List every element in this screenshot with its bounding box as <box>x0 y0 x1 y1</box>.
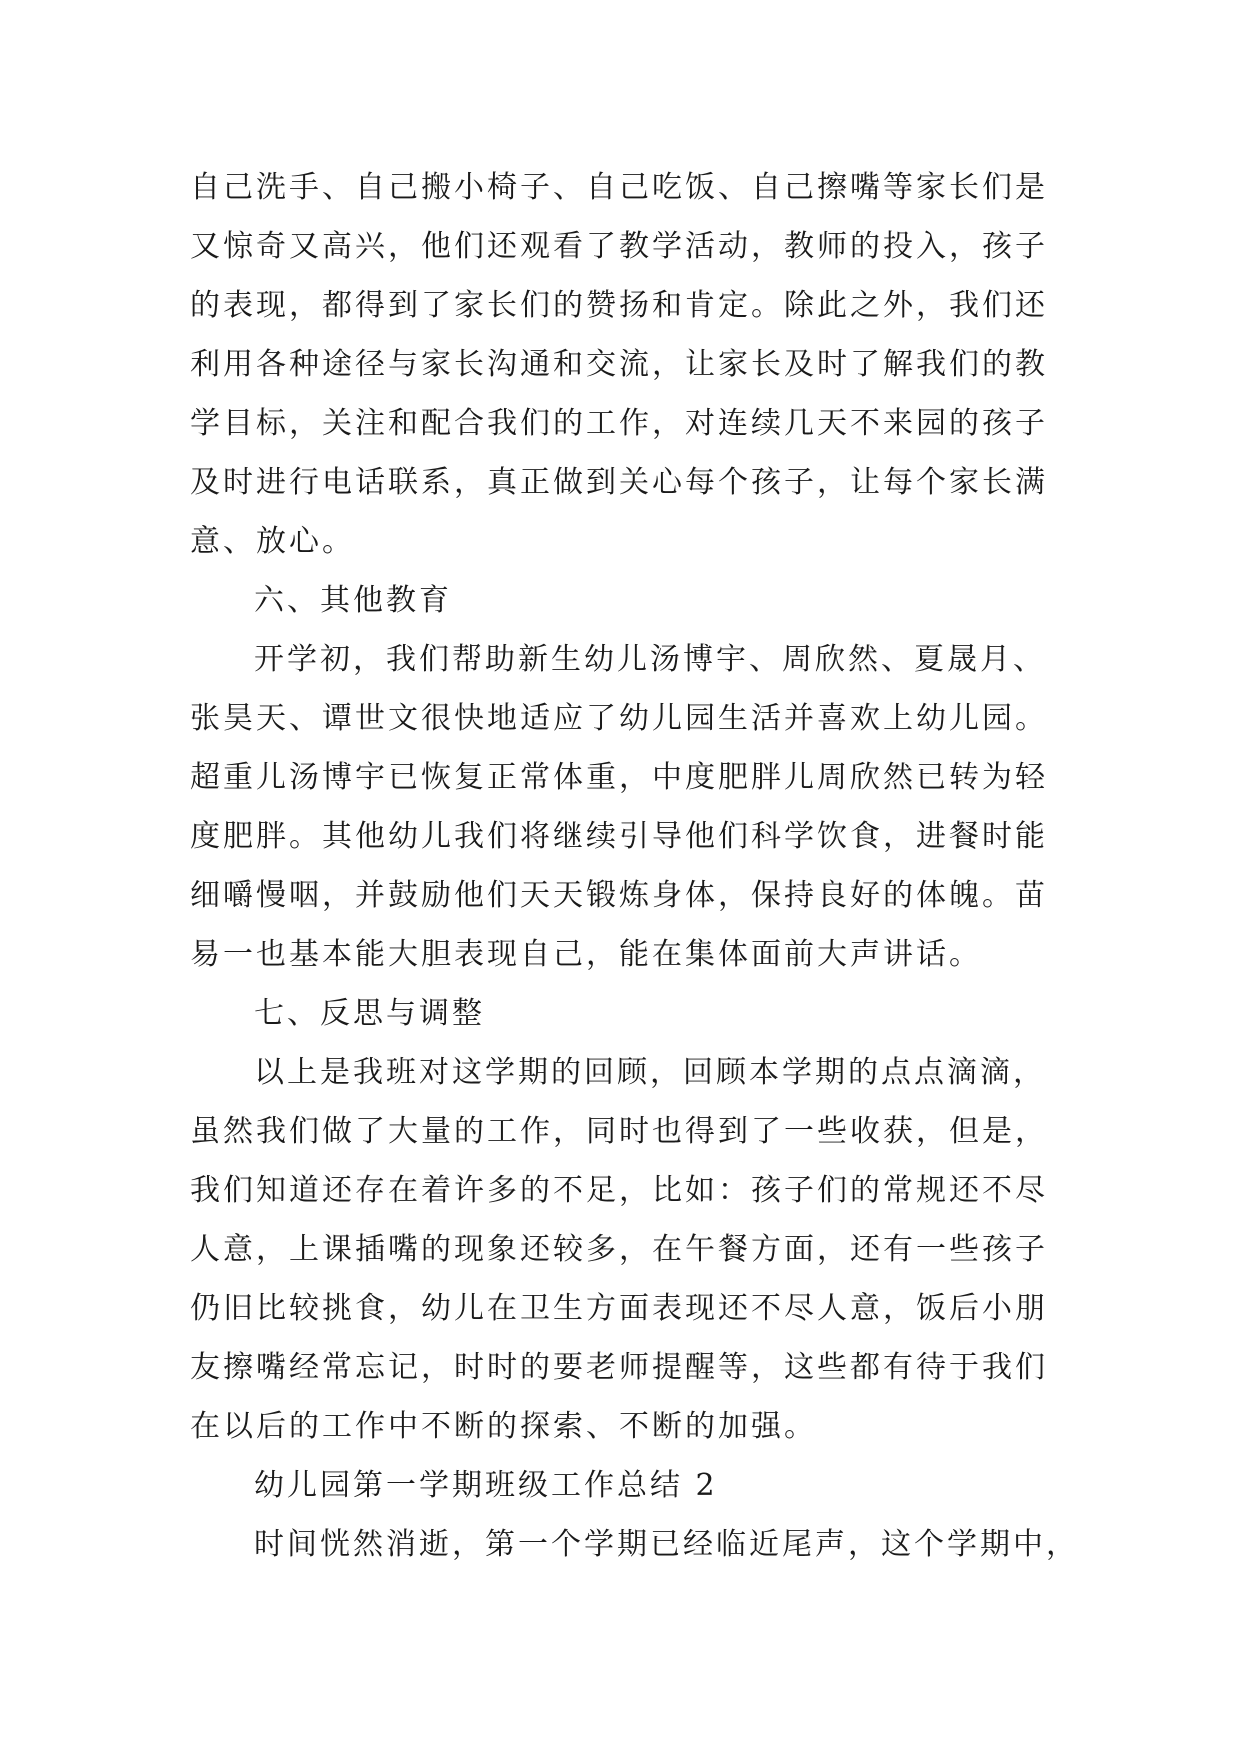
body-line: 人意，上课插嘴的现象还较多，在午餐方面，还有一些孩子 <box>190 1232 1048 1267</box>
body-line: 易一也基本能大胆表现自己，能在集体面前大声讲话。 <box>190 937 982 972</box>
body-line: 细嚼慢咽，并鼓励他们天天锻炼身体，保持良好的体魄。苗 <box>190 878 1048 913</box>
body-line: 的表现，都得到了家长们的赞扬和肯定。除此之外，我们还 <box>190 288 1048 323</box>
body-line: 及时进行电话联系，真正做到关心每个孩子，让每个家长满 <box>190 465 1048 500</box>
section-heading-reflection: 七、反思与调整 <box>254 996 485 1031</box>
document-title-2: 幼儿园第一学期班级工作总结 2 <box>254 1468 718 1503</box>
body-line: 利用各种途径与家长沟通和交流，让家长及时了解我们的教 <box>190 347 1048 382</box>
section-heading-other-education: 六、其他教育 <box>254 583 452 618</box>
body-line: 又惊奇又高兴，他们还观看了教学活动，教师的投入，孩子 <box>190 229 1048 264</box>
document-body <box>190 158 1079 1574</box>
body-line: 张昊天、谭世文很快地适应了幼儿园生活并喜欢上幼儿园。 <box>190 701 1048 736</box>
body-line: 超重儿汤博宇已恢复正常体重，中度肥胖儿周欣然已转为轻 <box>190 760 1048 795</box>
paragraph-first-line: 开学初，我们帮助新生幼儿汤博宇、周欣然、夏晟月、 <box>254 642 1046 677</box>
body-line: 意、放心。 <box>190 524 355 559</box>
body-line: 自己洗手、自己搬小椅子、自己吃饭、自己擦嘴等家长们是 <box>190 170 1048 205</box>
body-line: 友擦嘴经常忘记，时时的要老师提醒等，这些都有待于我们 <box>190 1350 1048 1385</box>
paragraph-first-line: 时间恍然消逝，第一个学期已经临近尾声，这个学期中， <box>254 1527 1079 1562</box>
body-line: 我们知道还存在着许多的不足，比如：孩子们的常规还不尽 <box>190 1173 1048 1208</box>
body-line: 度肥胖。其他幼儿我们将继续引导他们科学饮食，进餐时能 <box>190 819 1048 854</box>
body-line: 仍旧比较挑食，幼儿在卫生方面表现还不尽人意，饭后小朋 <box>190 1291 1048 1326</box>
body-line: 虽然我们做了大量的工作，同时也得到了一些收获，但是， <box>190 1114 1048 1149</box>
paragraph-first-line: 以上是我班对这学期的回顾，回顾本学期的点点滴滴， <box>254 1055 1046 1090</box>
body-line: 学目标，关注和配合我们的工作，对连续几天不来园的孩子 <box>190 406 1048 441</box>
body-line: 在以后的工作中不断的探索、不断的加强。 <box>190 1409 817 1444</box>
